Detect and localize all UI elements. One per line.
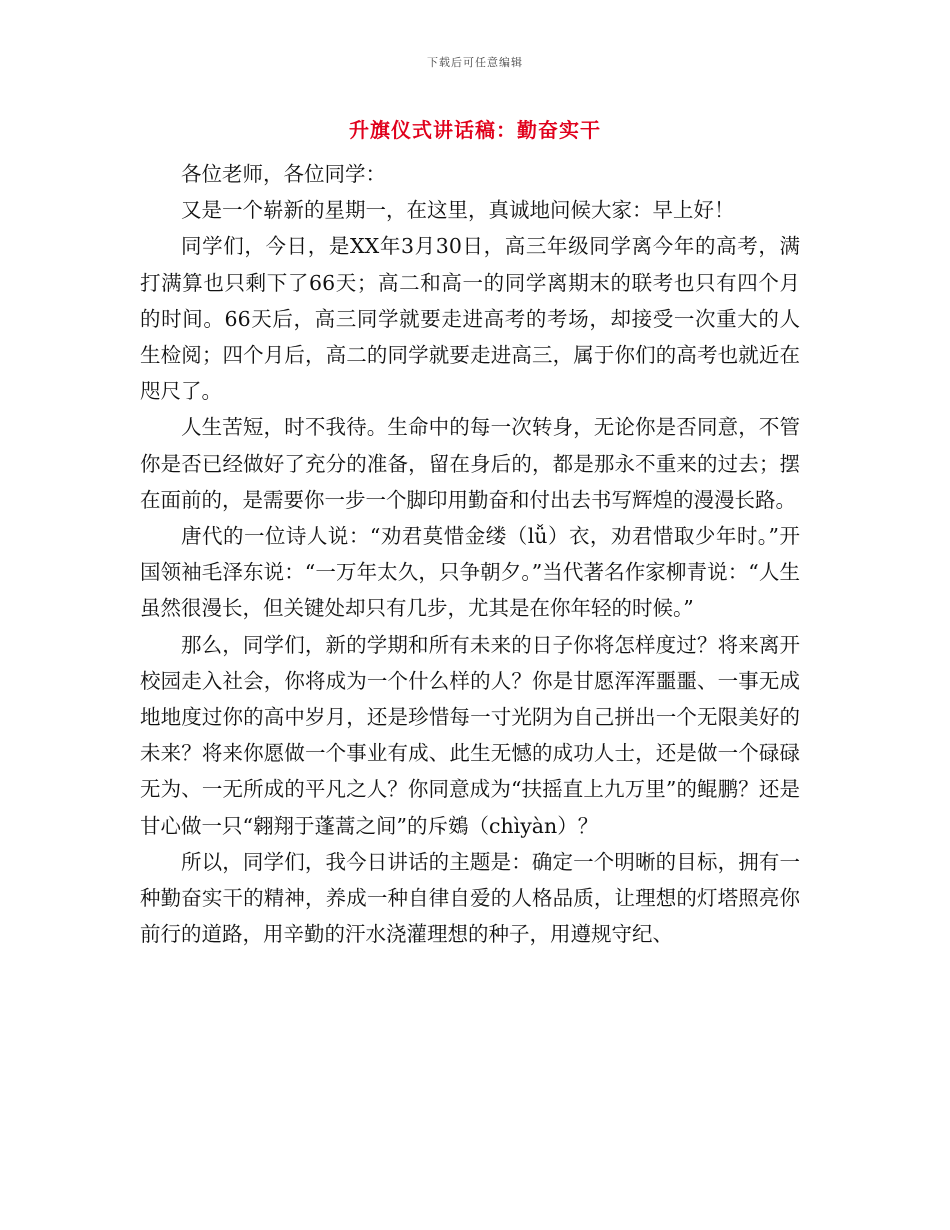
paragraph-questions: 那么，同学们，新的学期和所有未来的日子你将怎样度过？将来离开校园走入社会，你将成为一个什么样的人？你是甘愿浑浑噩噩、一事无成地地度过你的高中岁月，还是珍惜每一寸光阴为自己拼出一个无限美好的未来？将来你愿做一个事业有成、此生无憾的成功人士，还是做一个碌碌无为、一无所成的平凡之人？你同意成为“扶摇直上九万里”的鲲鹏？还是甘心做一只“翱翔于蓬蒿之间”的斥鴳（chìyàn）？ — [140, 632, 800, 838]
page-header-note: 下载后可任意编辑 — [427, 56, 523, 69]
document-title: 升旗仪式讲话稿：勤奋实干 — [349, 118, 601, 142]
document-body — [140, 156, 800, 952]
paragraph-salutation: 各位老师，各位同学： — [181, 162, 386, 186]
paragraph-life-short: 人生苦短，时不我待。生命中的每一次转身，无论你是否同意，不管你是否已经做好了充分的准备，留在身后的，都是那永不重来的过去；摆在面前的，是需要你一步一个脚印用勤奋和付出去书写辉煌的漫漫长路。 — [140, 415, 800, 512]
paragraph-countdown: 同学们，今日，是XX年3月30日，高三年级同学离今年的高考，满打满算也只剩下了66天；高二和高一的同学离期末的联考也只有四个月的时间。66天后，高三同学就要走进高考的考场，却接受一次重大的人生检阅；四个月后，高二的同学就要走进高三，属于你们的高考也就近在咫尺了。 — [140, 234, 800, 404]
paragraph-theme: 所以，同学们，我今日讲话的主题是：确定一个明晰的目标，拥有一种勤奋实干的精神，养成一种自律自爱的人格品质，让理想的灯塔照亮你前行的道路，用辛勤的汗水浇灌理想的种子，用遵规守纪、 — [140, 849, 800, 947]
paragraph-quotes: 唐代的一位诗人说：“劝君莫惜金缕（lǚ）衣，劝君惜取少年时。”开国领袖毛泽东说：“一万年太久，只争朝夕。”当代著名作家柳青说：“人生虽然很漫长，但关键处却只有几步，尤其是在你年轻的时候。” — [140, 524, 800, 621]
paragraph-greeting: 又是一个崭新的星期一，在这里，真诚地问候大家：早上好！ — [181, 198, 735, 223]
